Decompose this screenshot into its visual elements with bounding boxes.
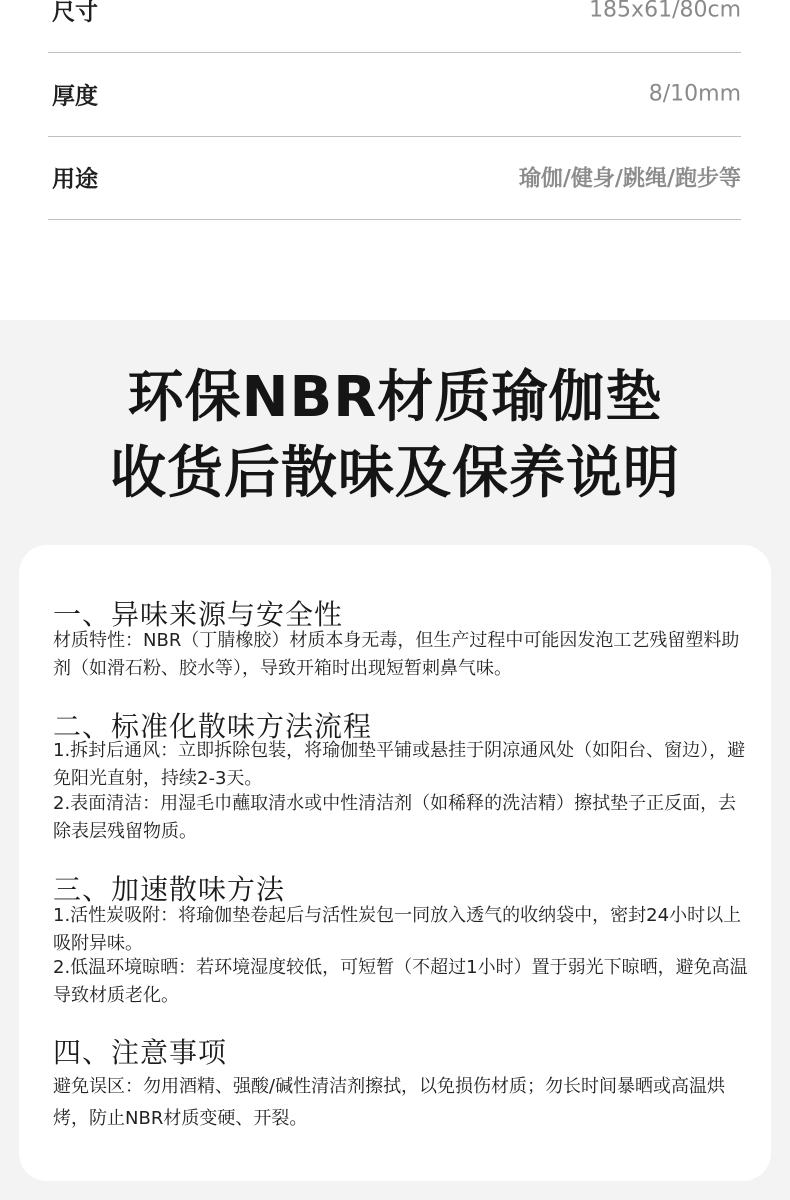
spec-row-usage	[48, 135, 741, 220]
section-paragraph: 2.低温环境晾晒：若环境湿度较低，可短暂（不超过1小时）置于弱光下晾晒，避免高温导致材质老化。	[53, 957, 748, 1006]
spec-value: 8/10mm	[648, 81, 741, 107]
section-paragraph: 避免误区：勿用酒精、强酸/碱性清洁剂擦拭，以免损伤材质；勿长时间暴晒或高温烘烤，防止NBR材质变硬、开裂。	[53, 1076, 726, 1129]
section-paragraph: 2.表面清洁：用湿毛巾蘸取清水或中性清洁剂（如稀释的洗洁精）擦拭垫子正反面，去除表层残留物质。	[53, 793, 737, 842]
spec-label: 用途	[52, 166, 98, 193]
spec-value: 185x61/80cm	[589, 0, 741, 23]
page-title-line-2: 收货后散味及保养说明	[110, 441, 680, 506]
section-paragraph: 1.拆封后通风：立即拆除包装，将瑜伽垫平铺或悬挂于阴凉通风处（如阳台、窗边），避免阳光直射，持续2-3天。	[53, 740, 746, 789]
page-title-line-1: 环保NBR材质瑜伽垫	[127, 365, 663, 430]
spec-row-thickness	[48, 52, 741, 137]
section-paragraph: 材质特性：NBR（丁腈橡胶）材质本身无毒，但生产过程中可能因发泡工艺残留塑料助剂（如滑石粉、胶水等），导致开箱时出现短暂刺鼻气味。	[53, 630, 740, 679]
spec-label: 尺寸	[52, 0, 98, 26]
care-instructions-card	[19, 545, 771, 1181]
section-title: 三、加速散味方法	[53, 873, 286, 906]
spec-value: 瑜伽/健身/跳绳/跑步等	[518, 166, 741, 192]
section-title: 二、标准化散味方法流程	[53, 710, 373, 743]
spec-row-size	[48, 0, 741, 53]
section-title: 一、异味来源与安全性	[53, 598, 344, 631]
spec-label: 厚度	[52, 83, 98, 110]
section-paragraph: 1.活性炭吸附：将瑜伽垫卷起后与活性炭包一同放入透气的收纳袋中，密封24小时以上吸附异味。	[53, 905, 742, 954]
spec-table	[0, 0, 790, 320]
section-title: 四、注意事项	[53, 1036, 228, 1069]
